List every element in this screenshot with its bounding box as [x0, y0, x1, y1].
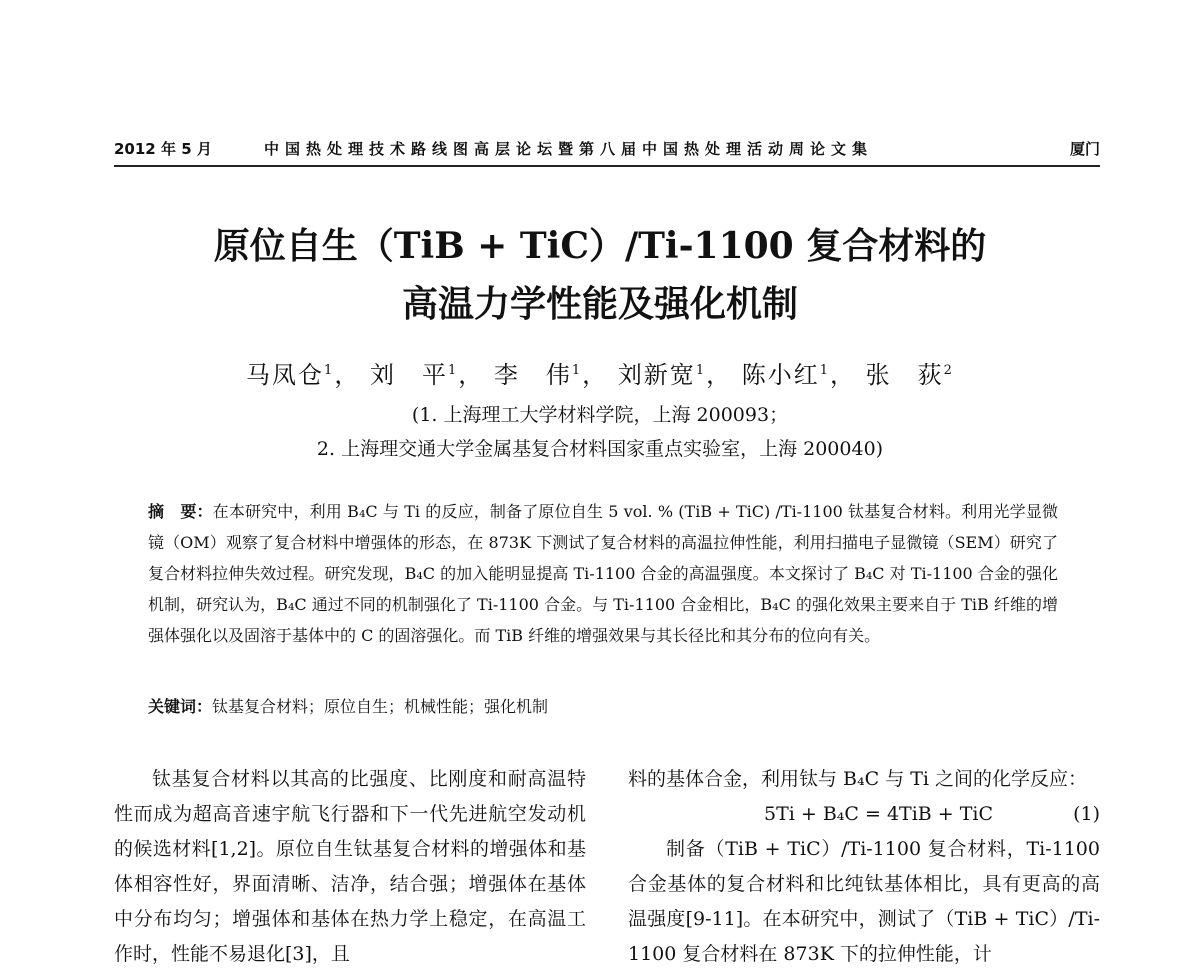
equation: [628, 797, 1100, 832]
abstract-text: 在本研究中，利用 B₄C 与 Ti 的反应，制备了原位自生 5 vol. % (TiB + TiC) /Ti-1100 钛基复合材料。利用光学显微镜（OM）观察了复合材料中增强体的形态，在 873K 下测试了复合材料的高温拉伸性能，利用扫描电子显微镜（SEM）研究了复合材料拉伸失效过程。研究发现，B₄C 的加入能明显提高 Ti-1100 合金的高温强度。本文探讨了 B₄C 对 Ti-1100 合金的强化机制，研究认为，B₄C 通过不同的机制强化了 Ti-1100 合金。与 Ti-1100 合金相比，B₄C 的强化效果主要来自于 TiB 纤维的增强体强化以及固溶于基体中的 C 的固溶强化。而 TiB 纤维的增强效果与其长径比和其分布的位向有关。: [148, 502, 1058, 645]
author-list: 马凤仓$^1$， 刘 平$^1$， 李 伟$^1$， 刘新宽$^1$， 陈小红$^1$， 张 荻$^2$: [246, 361, 954, 389]
body-column-right: [628, 762, 1100, 972]
affiliation-line2: 2. 上海理交通大学金属基复合材料国家重点实验室，上海 200040): [316, 438, 884, 460]
equation-text: 5Ti + B₄C = 4TiB + TiC: [764, 803, 994, 825]
author-affil-mark: 1: [819, 363, 831, 378]
author-name: 刘 平: [369, 361, 448, 389]
abstract-label: 摘 要：: [148, 502, 213, 521]
author-name: 张 荻: [865, 361, 944, 389]
author-name: 李 伟: [493, 361, 572, 389]
header-conference: 中国热处理技术路线图高层论坛暨第八届中国热处理活动周论文集: [264, 140, 874, 158]
keywords-text: 钛基复合材料；原位自生；机械性能；强化机制: [212, 697, 549, 716]
header-location: 厦门: [1069, 140, 1100, 158]
author-name: 陈小红: [741, 361, 820, 389]
running-header: [114, 134, 1100, 162]
author-affil-mark: 1: [695, 363, 707, 378]
author-affil-mark: 1: [324, 363, 335, 378]
author-affil-mark: 2: [943, 363, 954, 378]
header-rule: [114, 165, 1100, 167]
body-paragraph: 钛基复合材料以其高的比强度、比刚度和耐高温特性而成为超高音速宇航飞行器和下一代先进航空发动机的候选材料[1,2]。原位自生钛基复合材料的增强体和基体相容性好，界面清晰、洁净，结合强；增强体在基体中分布均匀；增强体和基体在热力学上稳定，在高温工作时，性能不易退化[3]，且: [114, 768, 586, 965]
body-paragraph: 制备（TiB + TiC）/Ti-1100 复合材料，Ti-1100 合金基体的复合材料和比纯钛基体相比，具有更高的高温强度[9-11]。在本研究中，测试了（TiB + TiC）/Ti-1100 复合材料在 873K 下的拉伸性能，计: [628, 838, 1100, 965]
paper-title-line2: 高温力学性能及强化机制: [401, 283, 798, 325]
keywords-label: 关键词：: [148, 697, 213, 716]
equation-number: (1): [1073, 803, 1100, 825]
keywords: [148, 694, 1058, 717]
author-name: 刘新宽: [617, 361, 696, 389]
author-name: 马凤仓: [246, 361, 325, 389]
body-column-left: [114, 762, 586, 972]
paper-title-line1: 原位自生（TiB + TiC）/Ti-1100 复合材料的: [213, 225, 987, 267]
author-affil-mark: 1: [447, 363, 459, 378]
abstract: [148, 496, 1058, 651]
author-affil-mark: 1: [571, 363, 583, 378]
body-paragraph: 料的基体合金，利用钛与 B₄C 与 Ti 之间的化学反应：: [628, 768, 1088, 790]
header-date: 2012 年 5 月: [114, 140, 212, 158]
affiliation-line1: (1. 上海理工大学材料学院，上海 200093；: [411, 404, 789, 426]
